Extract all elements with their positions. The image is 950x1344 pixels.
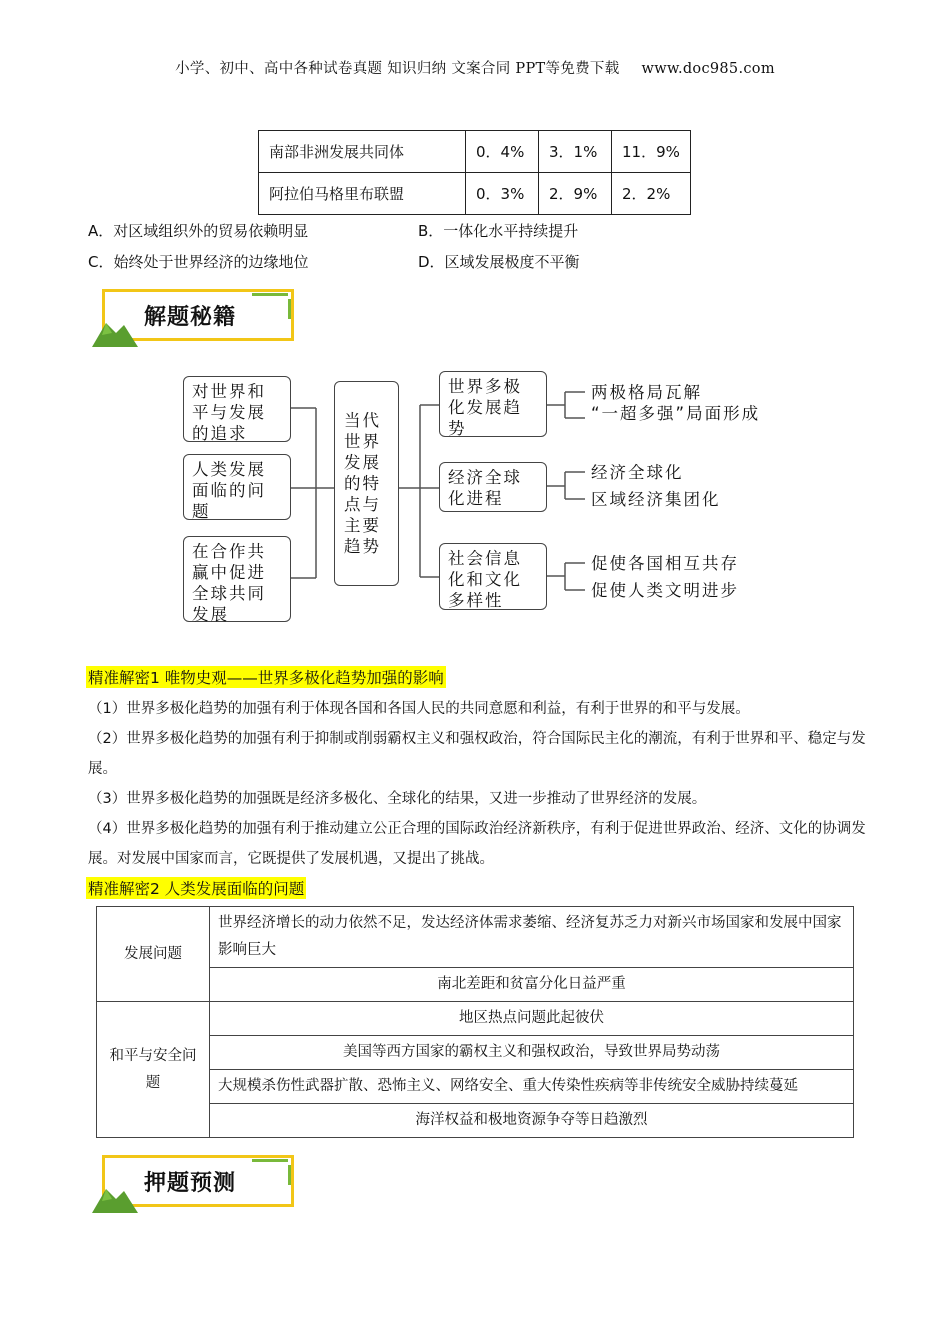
mindmap-node-right-3: 社会信息化和文化多样性 [439,543,547,610]
table-row [97,1104,854,1138]
mindmap-leaf: 区域经济集团化 [591,490,721,509]
table-cell: 2．9% [539,173,612,215]
badge-title: 解题秘籍 [144,305,237,330]
section1-paragraph-4: （4）世界多极化趋势的加强有利于推动建立公正合理的国际政治经济新秩序，有利于促进世界政治、经济、文化的协调发展。对发展中国家而言，它既提供了发展机遇，又提出了挑战。 [88,821,866,867]
table-row [97,1002,854,1036]
mindmap-leaf: 经济全球化 [591,463,684,482]
table-cell: 世界经济增长的动力依然不足，发达经济体需求萎缩、经济复苏乏力对新兴市场国家和发展中国家影响巨大 [210,907,854,968]
option-b[interactable]: B．一体化水平持续提升 [418,222,579,240]
section1-heading: 精准解密1 唯物史观——世界多极化趋势加强的影响 [86,666,446,688]
section1-paragraph-3: （3）世界多极化趋势的加强既是经济多极化、全球化的结果，又进一步推动了世界经济的发展。 [88,791,707,807]
mindmap-leaf: 促使各国相互共存 [591,554,739,573]
issues-table [96,906,854,1138]
section2-heading: 精准解密2 人类发展面临的问题 [86,877,306,899]
table-cell: 11．9% [612,131,691,173]
section1-paragraph-2: （2）世界多极化趋势的加强有利于抑制或削弱霸权主义和强权政治，符合国际民主化的潮流，有利于世界和平、稳定与发展。 [88,731,866,777]
section1-paragraph-1: （1）世界多极化趋势的加强有利于体现各国和各国人民的共同意愿和利益，有利于世界的和平与发展。 [88,701,750,717]
badge-accent [288,1165,291,1185]
option-d[interactable]: D．区域发展极度不平衡 [418,253,580,271]
table-row [97,1036,854,1070]
table-row [97,1070,854,1104]
badge-title: 押题预测 [144,1171,237,1196]
mindmap-node-right-1: 世界多极化发展趋势 [439,371,547,437]
header-url[interactable]: www.doc985.com [641,61,775,77]
option-a[interactable]: A．对区域组织外的贸易依赖明显 [88,222,309,240]
mindmap-node-left-3: 在合作共赢中促进全球共同发展 [183,536,291,622]
mindmap-leaf: 两极格局瓦解 [591,383,702,402]
table-cell: 3．1% [539,131,612,173]
table-cell: 南部非洲发展共同体 [259,131,466,173]
table-cell: 美国等西方国家的霸权主义和强权政治，导致世界局势动荡 [210,1036,854,1070]
table-cell: 阿拉伯马格里布联盟 [259,173,466,215]
table-cell: 海洋权益和极地资源争夺等日趋激烈 [210,1104,854,1138]
section-badge-predict [92,1153,302,1213]
mountain-icon [92,1177,142,1213]
table-row [97,907,854,968]
table-cell: 0．4% [466,131,539,173]
badge-accent [252,1159,288,1162]
table-cell: 0．3% [466,173,539,215]
table-row [97,968,854,1002]
mindmap-leaf: “一超多强”局面形成 [591,404,761,423]
header-text: 小学、初中、高中各种试卷真题 知识归纳 文案合同 PPT等免费下载 [175,61,620,77]
table-cell: 南北差距和贫富分化日益严重 [210,968,854,1002]
table-cell: 2．2% [612,173,691,215]
mindmap-node-center: 当代世界发展的特点与主要趋势 [334,381,399,586]
mindmap-node-right-2: 经济全球化进程 [439,462,547,512]
table-cell: 地区热点问题此起彼伏 [210,1002,854,1036]
mindmap-leaf: 促使人类文明进步 [591,581,739,600]
mindmap-node-left-2: 人类发展面临的问题 [183,454,291,520]
table-cell: 大规模杀伤性武器扩散、恐怖主义、网络安全、重大传染性疾病等非传统安全威胁持续蔓延 [210,1070,854,1104]
category-peace-security: 和平与安全问题 [97,1002,210,1138]
mindmap-node-left-1: 对世界和平与发展的追求 [183,376,291,442]
category-development: 发展问题 [97,907,210,1002]
option-c[interactable]: C．始终处于世界经济的边缘地位 [88,253,309,271]
